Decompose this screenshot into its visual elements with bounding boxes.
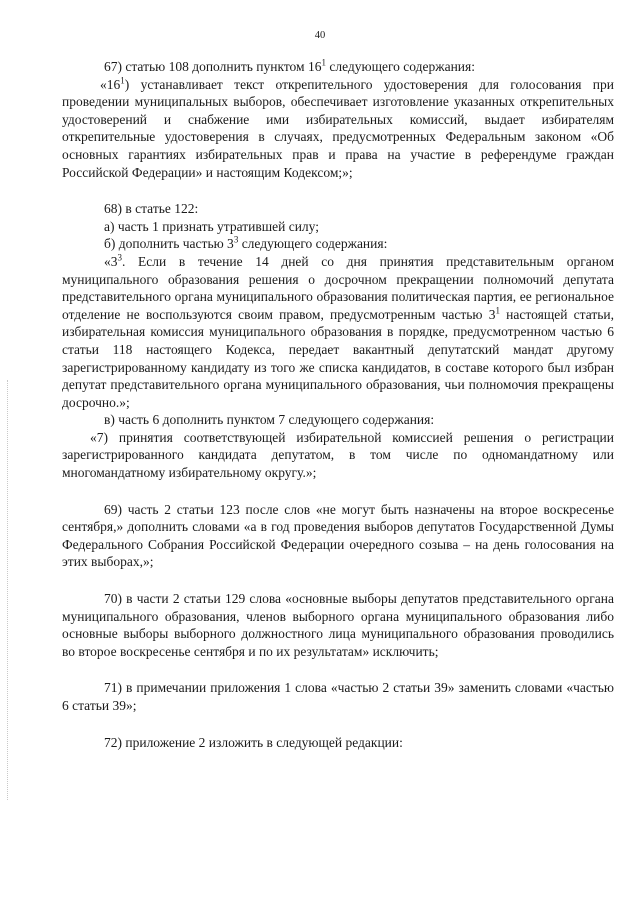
- item-68-v-quote: «7) принятия соответствующей избирательной комиссией решения о регистрации зарегистрированного кандидата депутатом, в том числе по одномандатному или многомандатному избирательному округу.»;: [62, 429, 614, 481]
- item-67-intro: 67) статью 108 дополнить пунктом $16^1$ следующего содержания:: [104, 57, 475, 74]
- item-67-body: «$16^1$) устанавливает текст открепительного удостоверения для голосования при проведении муниципальных выборов, обеспечивает изготовление указанных открепительных удостоверений и снабжение ими избирательных комиссий, выдает избирателям открепительные удостоверения в случаях, предусмотренных Федеральным законом «Об основных гарантиях избирательных прав и права на участие в референдуме граждан Российской Федерации» и настоящим Кодексом;»;: [62, 75, 614, 180]
- document-body: [62, 58, 614, 751]
- item-71: 71) в примечании приложения 1 слова «частью 2 статьи 39» заменить словами «частью 6 статьи 39»;: [62, 680, 614, 713]
- item-68-a: а) часть 1 признать утратившей силу;: [104, 218, 319, 234]
- item-70: 70) в части 2 статьи 129 слова «основные выборы депутатов представительного органа муниципального образования, членов выборного органа муниципального образования либо основные выборы выборного должностного лица муниципального образования проводились во второе воскресенье сентября и по их результатам» исключить;: [62, 591, 614, 659]
- item-68-quote: «$3^3$. Если в течение 14 дней со дня принятия представительным органом муниципального образования решения о досрочном прекращении полномочий депутата представительного органа муниципального образования политическая партия, ее региональное отделение не воспользуются своим правом, предусмотренным частью $3^1$ настоящей статьи, избирательная комиссия муниципального образования в порядке, предусмотренном частью 6 статьи 118 настоящего Кодекса, передает вакантный депутатский мандат другому зарегистрированному кандидату из того же списка кандидатов, в составе которого был избран депутат представительного органа муниципального образования, чьи полномочия прекращены досрочно.»;: [62, 252, 614, 410]
- item-68-v: в) часть 6 дополнить пунктом 7 следующего содержания:: [104, 412, 435, 428]
- item-68-intro: 68) в статье 122:: [104, 201, 199, 217]
- page-number: 40: [314, 30, 326, 41]
- scan-edge-mark: [7, 380, 9, 800]
- item-72: 72) приложение 2 изложить в следующей редакции:: [104, 734, 403, 750]
- item-68-b: б) дополнить частью $3^3$ следующего содержания:: [104, 234, 388, 252]
- item-69: 69) часть 2 статьи 123 после слов «не могут быть назначены на второе воскресенье сентября,» дополнить словами «а в год проведения выборов депутатов Государственной Думы Федерального Собрания Российской Федерации очередного созыва – на день голосования на этих выборах,»;: [62, 501, 614, 570]
